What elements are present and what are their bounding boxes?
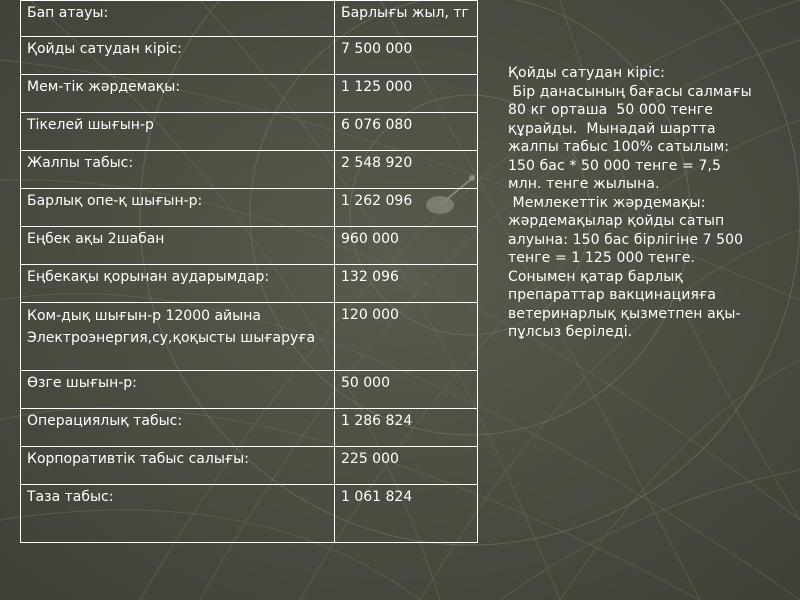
table-cell-value: 1 286 824: [335, 409, 478, 447]
table-cell-label: Бап атауы:: [21, 1, 335, 37]
table-row: [21, 371, 478, 409]
table-row: [21, 447, 478, 485]
table-cell-label: Тікелей шығын-р: [21, 113, 335, 151]
notes-line: ветеринарлық қызметпен ақы-: [508, 305, 741, 322]
table-row: [21, 151, 478, 189]
notes-line: Сонымен қатар барлық: [508, 268, 683, 285]
budget-table: [20, 0, 478, 543]
table-row: [21, 227, 478, 265]
notes-line: жәрдемақылар қойды сатып: [508, 213, 725, 229]
table-row: [21, 189, 478, 227]
table-cell-value: 1 262 096: [335, 189, 478, 227]
table-row: [21, 1, 478, 37]
table-cell-value: 7 500 000: [335, 37, 478, 75]
table-row: [21, 409, 478, 447]
notes-text-block: [508, 64, 778, 342]
table-row: [21, 75, 478, 113]
table-cell-label: Еңбек ақы 2шабан: [21, 227, 335, 265]
table-cell-value: 1 061 824: [335, 485, 478, 543]
table-cell-value: 132 096: [335, 265, 478, 303]
notes-line: пұлсыз беріледі.: [508, 324, 633, 340]
table-cell-label: Еңбекақы қорынан аударымдар:: [21, 265, 335, 303]
notes-line: құрайды. Мынадай шартта: [508, 120, 716, 137]
table-cell-value: 6 076 080: [335, 113, 478, 151]
table-cell-value: 225 000: [335, 447, 478, 485]
table-cell-label: Мем-тік жәрдемақы:: [21, 75, 335, 113]
table-cell-value: 2 548 920: [335, 151, 478, 189]
table-cell-label: Таза табыс:: [21, 485, 335, 543]
notes-line: млн. тенге жылына.: [508, 176, 660, 192]
notes-line: 80 кг орташа 50 000 тенге: [508, 102, 713, 118]
table-cell-label: Барлық опе-қ шығын-р:: [21, 189, 335, 227]
table-cell-value: 120 000: [335, 303, 478, 371]
notes-line: жалпы табыс 100% сатылым:: [508, 139, 730, 155]
table-cell-label: Жалпы табыс:: [21, 151, 335, 189]
table-row: [21, 303, 478, 371]
table-cell-label: Ком-дық шығын-р 12000 айына Электроэнергия,су,қоқысты шығаруға: [21, 303, 335, 371]
table-cell-value: 1 125 000: [335, 75, 478, 113]
notes-line: Мемлекеттік жәрдемақы:: [508, 194, 706, 211]
table-cell-value: 960 000: [335, 227, 478, 265]
table-row: [21, 265, 478, 303]
notes-line: тенге = 1 125 000 тенге.: [508, 250, 695, 266]
table-row: [21, 37, 478, 75]
notes-line: Бір данасының бағасы салмағы: [508, 83, 752, 100]
table-cell-label: Өзге шығын-р:: [21, 371, 335, 409]
table-cell-value: 50 000: [335, 371, 478, 409]
notes-line: Қойды сатудан кіріс:: [508, 65, 665, 81]
notes-line: препараттар вакцинацияға: [508, 287, 717, 303]
table-cell-label: Операциялық табыс:: [21, 409, 335, 447]
notes-line: 150 бас * 50 000 тенге = 7,5: [508, 157, 722, 174]
table-row: [21, 485, 478, 543]
table-row: [21, 113, 478, 151]
notes-line: алуына: 150 бас бірлігіне 7 500: [508, 231, 744, 248]
table-cell-label: Қойды сатудан кіріс:: [21, 37, 335, 75]
table-cell-value: Барлығы жыл, тг: [335, 1, 478, 37]
table-cell-label: Корпоративтік табыс салығы:: [21, 447, 335, 485]
